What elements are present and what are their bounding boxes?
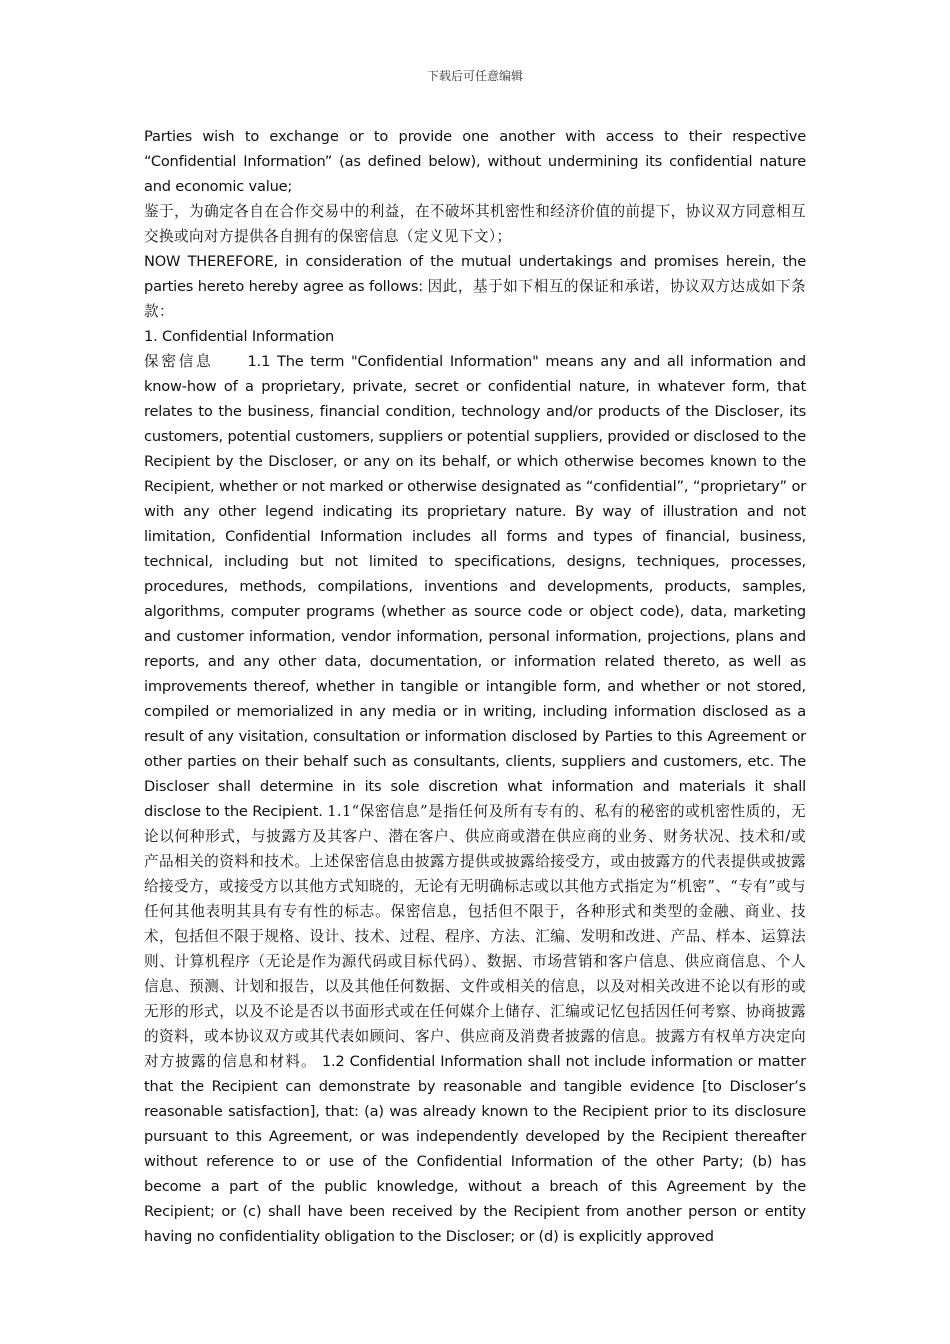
header-note: 下载后可任意编辑 bbox=[426, 69, 523, 83]
agreement-clause-chinese: 因此，基于如下相互的保证和承诺，协议双方达成如下条款： bbox=[144, 278, 806, 320]
clause-1-2-english: 1.2 Confidential Information shall not include information or matter that the Recipient can demonstrate by reasonable and tangible evidence [to Discloser’s reasonable satisfaction], that: (a) was already known to the Recipient prior to its disclosure pursuant to this Agreement, or was independently developed by the Recipient thereafter without reference to or use of the Confidential Information of the other Party; (b) has become a part of the public knowledge, without a breach of this Agreement by the Recipient; or (c) shall have been received by the Recipient from another person or entity having no confidentiality obligation to the Discloser; or (d) is explicitly approved bbox=[144, 1053, 806, 1245]
agreement-clause bbox=[144, 249, 806, 324]
recital-chinese: 鉴于，为确定各自在合作交易中的利益，在不破坏其机密性和经济价值的前提下，协议双方同意相互交换或向对方提供各自拥有的保密信息（定义见下文）； bbox=[144, 203, 806, 245]
clause-1-1-chinese: 1.1“保密信息”是指任何及所有专有的、私有的秘密的或机密性质的，无论以何种形式，与披露方及其客户、潜在客户、供应商或潜在供应商的业务、财务状况、技术和/或产品相关的资料和技术。上述保密信息由披露方提供或披露给接受方，或由披露方的代表提供或披露给接受方，或接受方以其他方式知晓的，无论有无明确标志或以其他方式指定为“机密”、“专有”或与任何其他表明其具有专有性的标志。保密信息，包括但不限于，各种形式和类型的金融、商业、技术，包括但不限于规格、设计、技术、过程、程序、方法、汇编、发明和改进、产品、样本、运算法则、计算机程序（无论是作为源代码或目标代码）、数据、市场营销和客户信息、供应商信息、个人信息、预测、计划和报告，以及其他任何数据、文件或相关的信息，以及对相关改进不论以有形的或无形的形式，以及不论是否以书面形式或在任何媒介上储存、汇编或记忆包括因任何考察、协商披露的资料，或本协议双方或其代表如顾问、客户、供应商及消费者披露的信息。披露方有权单方决定向对方披露的信息和材料。 bbox=[144, 803, 807, 1070]
document-body bbox=[144, 124, 806, 1249]
agreement-clause-english: NOW THEREFORE, in consideration of the mutual undertakings and promises herein, the parties hereto hereby agree as follows: bbox=[144, 253, 806, 295]
clause-1-1-english: 1.1 The term "Confidential Information" means any and all information and know-how of a proprietary, private, secret or confidential nature, in whatever form, that relates to the business, financial condition, technology and/or products of the Discloser, its customers, potential customers, suppliers or potential suppliers, provided or disclosed to the Recipient by the Discloser, or any on its behalf, or which otherwise becomes known to the Recipient, whether or not marked or otherwise designated as “confidential”, “proprietary” or with any other legend indicating its proprietary nature. By way of illustration and not limitation, Confidential Information includes all forms and types of financial, business, technical, including but not limited to specifications, designs, techniques, processes, procedures, methods, compilations, inventions and developments, products, samples, algorithms, computer programs (whether as source code or object code), data, marketing and customer information, vendor information, personal information, projections, plans and reports, and any other data, documentation, or information related thereto, as well as improvements thereof, whether in tangible or intangible form, and whether or not stored, compiled or memorialized in any media or in writing, including information disclosed as a result of any visitation, consultation or information disclosed by Parties to this Agreement or other parties on their behalf such as consultants, clients, suppliers and customers, etc. The Discloser shall determine in its sole discretion what information and materials it shall disclose to the Recipient. bbox=[144, 353, 806, 820]
section-1-title: 1. Confidential Information bbox=[144, 328, 335, 345]
section-1-chinese-title: 保密信息 bbox=[144, 353, 214, 370]
recital-english: Parties wish to exchange or to provide one another with access to their respective “Confidential Information” (as defined below), without undermining its confidential nature and economic value; bbox=[144, 128, 806, 195]
section-1-body bbox=[144, 349, 806, 1249]
